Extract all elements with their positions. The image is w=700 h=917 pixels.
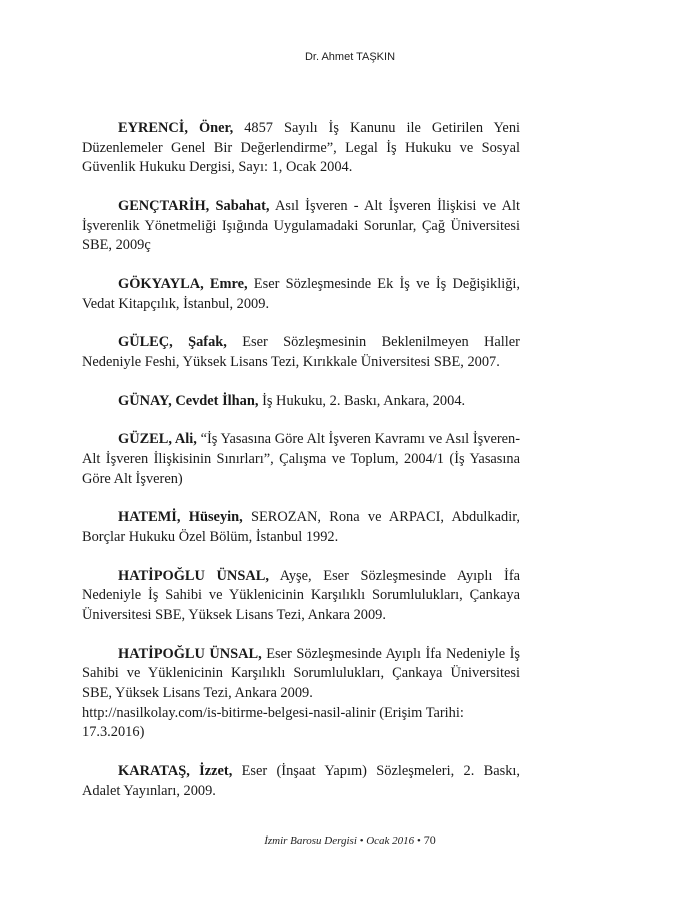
entry-author: GENÇTARİH, Sabahat, <box>118 197 270 214</box>
entry-author: HATİPOĞLU ÜNSAL, <box>118 567 269 584</box>
entry-text: 4857 Sayılı İş Kanunu ile Getirilen Yeni Düzenlemeler Genel Bir Değerlendirme”, Legal İş Hukuku ve Sosyal Güvenlik Hukuku Dergisi, Sayı: 1, Ocak 2004. <box>82 120 521 176</box>
entry-url: http://nasilkolay.com/is-bitirme-belgesi-nasil-alinir (Erişim Tarihi: 17.3.2016) <box>82 704 464 741</box>
entry-author: HATEMİ, Hüseyin, <box>118 509 243 526</box>
bibliography <box>82 119 520 820</box>
entry-text: Asıl İşveren - Alt İşveren İlişkisi ve Alt İşverenlik Yönetmeliği Işığında Uygulamadaki Sorunlar, Çağ Üniversitesi SBE, 2009ç <box>82 197 521 254</box>
running-footer <box>0 833 700 848</box>
bibliography-entry <box>82 508 520 547</box>
entry-text: Ayşe, Eser Sözleşmesinde Ayıplı İfa Nedeniyle İş Sahibi ve Yüklenicinin Karşılıklı Sorumlulukları, Çankaya Üniversitesi SBE, Yüksek Lisans Tezi, Ankara 2009. <box>82 567 520 623</box>
bibliography-entry <box>82 645 520 743</box>
entry-text: İş Hukuku, 2. Baskı, Ankara, 2004. <box>258 392 466 409</box>
entry-author: GÜNAY, Cevdet İlhan, <box>118 392 259 409</box>
page-number: 70 <box>423 833 436 847</box>
bibliography-entry <box>82 333 520 372</box>
entry-text: Eser Sözleşmesinde Ek İş ve İş Değişikliği, Vedat Kitapçılık, İstanbul, 2009. <box>82 275 520 312</box>
entry-text: SEROZAN, Rona ve ARPACI, Abdulkadir, Borçlar Hukuku Özel Bölüm, İstanbul 1992. <box>82 509 521 546</box>
bibliography-entry <box>82 275 520 314</box>
entry-text: Eser Sözleşmesinin Beklenilmeyen Haller Nedeniyle Feshi, Yüksek Lisans Tezi, Kırıkkale Üniversitesi SBE, 2007. <box>82 334 520 370</box>
running-header <box>0 51 700 63</box>
bibliography-entry <box>82 392 520 412</box>
entry-author: GÖKYAYLA, Emre, <box>118 275 248 292</box>
entry-author: HATİPOĞLU ÜNSAL, <box>118 645 262 662</box>
entry-author: GÜLEÇ, Şafak, <box>118 334 227 351</box>
bibliography-entry <box>82 567 520 626</box>
entry-author: KARATAŞ, İzzet, <box>118 762 233 779</box>
entry-author: GÜZEL, Ali, <box>118 431 197 448</box>
header-author: Dr. Ahmet TAŞKIN <box>304 51 396 63</box>
bibliography-entry <box>82 762 520 801</box>
bibliography-entry <box>82 119 520 178</box>
footer-journal: İzmir Barosu Dergisi • Ocak 2016 • <box>264 835 421 847</box>
entry-text: “İş Yasasına Göre Alt İşveren Kavramı ve Asıl İşveren-Alt İşveren İlişkisinin Sınırları”, Çalışma ve Toplum, 2004/1 (İş Yasasına Göre Alt İşveren) <box>82 431 520 487</box>
bibliography-entry <box>82 197 520 256</box>
entry-text: Eser Sözleşmesinde Ayıplı İfa Nedeniyle İş Sahibi ve Yüklenicinin Karşılıklı Sorumlulukları, Çankaya Üniversitesi SBE, Yüksek Lisans Tezi, Ankara 2009. <box>82 645 520 701</box>
entry-author: EYRENCİ, Öner, <box>118 120 234 136</box>
entry-text: Eser (İnşaat Yapım) Sözleşmeleri, 2. Baskı, Adalet Yayınları, 2009. <box>82 762 520 799</box>
bibliography-entry <box>82 430 520 489</box>
